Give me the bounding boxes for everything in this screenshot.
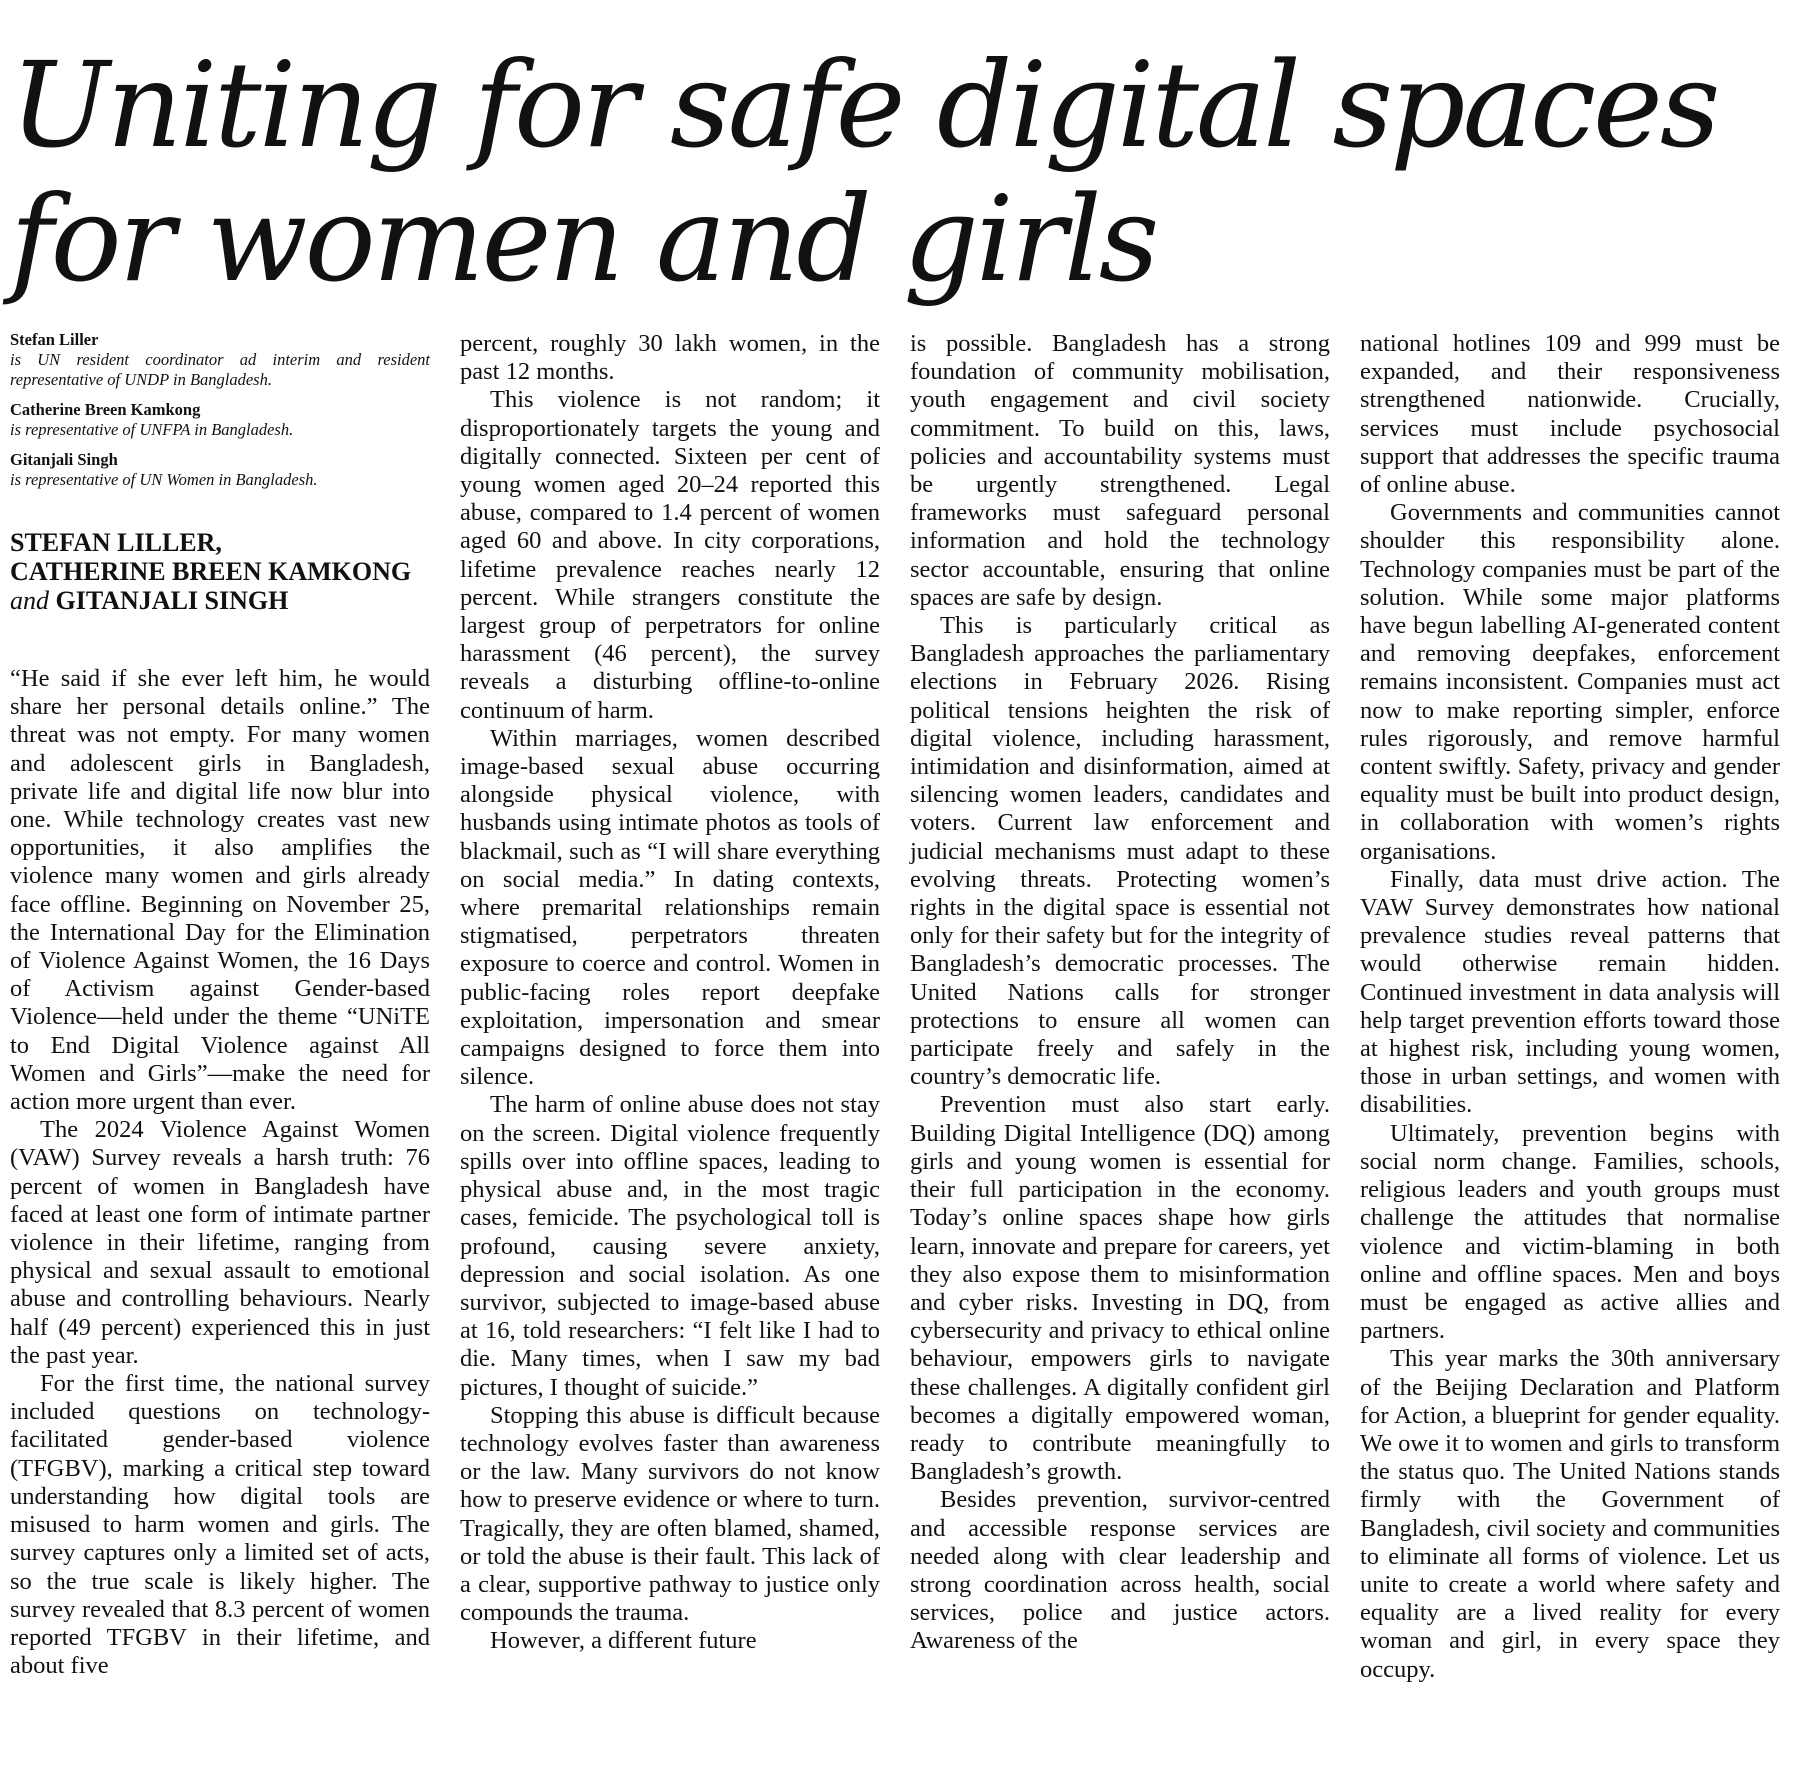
body-paragraph: The 2024 Violence Against Women (VAW) Survey reveals a harsh truth: 76 percent of women in Bangladesh have faced at least one form of intimate partner violence in their lifetime, ranging from physical and sexual assault to emotional abuse and controlling behaviours. Nearly half (49 percent) experienced this in just the past year. [10,1116,430,1369]
body-paragraph: Ultimately, prevention begins with social norm change. Families, schools, religious leaders and youth groups must challenge the attitudes that normalise violence and victim-blaming in both online and offline spaces. Men and boys must be engaged as active allies and partners. [1360,1119,1780,1345]
author-credits [10,330,430,490]
column-4 [1360,330,1780,1684]
body-paragraph: Besides prevention, survivor-centred and accessible response services are needed along with clear leadership and strong coordination across health, social services, police and justice actors. Awareness of the [910,1486,1330,1655]
byline-line-3 [10,586,430,615]
body-paragraph: Governments and communities cannot shoulder this responsibility alone. Technology companies must be part of the solution. While some major platforms have begun labelling AI-generated content and removing deepfakes, enforcement remains inconsistent. Companies must act now to make reporting simpler, enforce rules rigorously, and remove harmful content swiftly. Safety, privacy and gender equality must be built into product design, in collaboration with women’s rights organisations. [1360,499,1780,865]
byline-line-1: STEFAN LILLER, [10,528,222,557]
body-paragraph: percent, roughly 30 lakh women, in the past 12 months. [460,330,880,386]
byline-name-3: GITANJALI SINGH [49,586,289,615]
body-paragraph: Within marriages, women described image-based sexual abuse occurring alongside physical violence, with husbands using intimate photos as tools of blackmail, such as “I will share everything on social media.” In dating contexts, where premarital relationships remain stigmatised, perpetrators threaten exposure to coerce and control. Women in public-facing roles report deepfake exploitation, impersonation and smear campaigns designed to force them into silence. [460,724,880,1091]
author-role: is UN resident coordinator ad interim and resident representative of UNDP in Bangladesh. [10,350,430,389]
author-credit [10,400,430,440]
author-credit [10,450,430,490]
body-paragraph: is possible. Bangladesh has a strong foundation of community mobilisation, youth engagement and civil society commitment. To build on this, laws, policies and accountability systems must be urgently strengthened. Legal frameworks must safeguard personal information and hold the technology sector accountable, ensuring that online spaces are safe by design. [910,330,1330,611]
body-paragraph: However, a different future [490,1627,757,1655]
author-name: Catherine Breen Kamkong [10,400,201,419]
column-3 [910,330,1330,1656]
author-name: Stefan Liller [10,330,99,349]
body-paragraph: Finally, data must drive action. The VAW Survey demonstrates how national prevalence studies reveal patterns that would otherwise remain hidden. Continued investment in data analysis will help target prevention efforts toward those at highest risk, including young women, those in urban settings, and women with disabilities. [1360,865,1780,1119]
body-paragraph: This violence is not random; it disproportionately targets the young and digitally connected. Sixteen per cent of young women aged 20–24 reported this abuse, compared to 1.4 percent of women aged 60 and above. In city corporations, lifetime prevalence reaches nearly 12 percent. While strangers constitute the largest group of perpetrators for online harassment (46 percent), the survey reveals a disturbing offline-to-online continuum of harm. [460,386,880,724]
byline-and: and [10,586,49,615]
headline-line-1: Uniting for safe digital spaces [10,36,1718,174]
author-name: Gitanjali Singh [10,450,118,469]
author-role: is representative of UNFPA in Bangladesh. [10,420,294,439]
author-role: is representative of UN Women in Bangladesh. [10,470,318,489]
body-paragraph: This is particularly critical as Bangladesh approaches the parliamentary elections in February 2026. Rising political tensions heighten the risk of digital violence, including harassment, intimidation and disinformation, aimed at silencing women leaders, candidates and voters. Current law enforcement and judicial mechanisms must adapt to these evolving threats. Protecting women’s rights in the digital space is essential not only for their safety but for the integrity of Bangladesh’s democratic processes. The United Nations calls for stronger protections to ensure all women can participate freely and safely in the country’s democratic life. [910,612,1330,1091]
body-paragraph: national hotlines 109 and 999 must be expanded, and their responsiveness strengthened nationwide. Crucially, services must include psychosocial support that addresses the specific trauma of online abuse. [1360,330,1780,499]
column-1 [10,330,430,1680]
headline-line-2: for women and girls [10,170,1157,308]
body-paragraph: “He said if she ever left him, he would share her personal details online.” The threat was not empty. For many women and adolescent girls in Bangladesh, private life and digital life now blur into one. While technology creates vast new opportunities, it also amplifies the violence many women and girls already face offline. Beginning on November 25, the International Day for the Elimination of Violence Against Women, the 16 Days of Activism against Gender-based Violence—held under the theme “UNiTE to End Digital Violence against All Women and Girls”—make the need for action more urgent than ever. [10,665,430,1116]
byline [10,528,430,615]
body-paragraph: For the first time, the national survey included questions on technology-facilitated gender-based violence (TFGBV), marking a critical step toward understanding how digital tools are misused to harm women and girls. The survey captures only a limited set of acts, so the true scale is likely higher. The survey revealed that 8.3 percent of women reported TFGBV in their lifetime, and about five [10,1370,430,1680]
column-2 [460,330,880,1656]
headline [10,38,1790,306]
body-paragraph: Prevention must also start early. Building Digital Intelligence (DQ) among girls and young women is essential for their full participation in the economy. Today’s online spaces shape how girls learn, innovate and prepare for careers, yet they also expose them to misinformation and cyber risks. Investing in DQ, from cybersecurity and privacy to ethical online behaviour, empowers girls to navigate these challenges. A digitally confident girl becomes a digitally empowered woman, ready to contribute meaningfully to Bangladesh’s growth. [910,1091,1330,1486]
author-credit [10,330,430,390]
body-paragraph: This year marks the 30th anniversary of the Beijing Declaration and Platform for Action, a blueprint for gender equality. We owe it to women and girls to transform the status quo. The United Nations stands firmly with the Government of Bangladesh, civil society and communities to eliminate all forms of violence. Let us unite to create a world where safety and equality are a lived reality for every woman and girl, in every space they occupy. [1360,1345,1780,1683]
body-paragraph: Stopping this abuse is difficult because technology evolves faster than awareness or the law. Many survivors do not know how to preserve evidence or where to turn. Tragically, they are often blamed, shamed, or told the abuse is their fault. This lack of a clear, supportive pathway to justice only compounds the trauma. [460,1401,880,1627]
byline-line-2: CATHERINE BREEN KAMKONG [10,557,412,586]
body-paragraph: The harm of online abuse does not stay on the screen. Digital violence frequently spills over into offline spaces, leading to physical abuse and, in the most tragic cases, femicide. The psychological toll is profound, causing severe anxiety, depression and social isolation. As one survivor, subjected to image-based abuse at 16, told researchers: “I felt like I had to die. Many times, when I saw my bad pictures, I thought of suicide.” [460,1091,880,1401]
